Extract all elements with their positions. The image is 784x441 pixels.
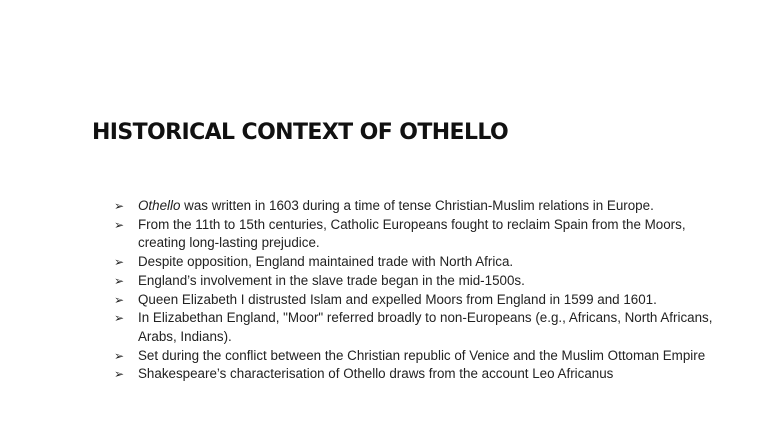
arrow-bullet-icon: ➢	[114, 292, 125, 307]
bullet-item	[114, 347, 714, 366]
bullet-item	[114, 197, 714, 216]
arrow-bullet-icon: ➢	[114, 348, 125, 363]
bullet-emphasis: Othello	[138, 198, 181, 213]
bullet-text: In Elizabethan England, "Moor" referred broadly to non-Europeans (e.g., Africans, North Africans, Arabs, Indians).	[138, 310, 713, 344]
arrow-bullet-icon: ➢	[114, 311, 125, 326]
bullet-text: Queen Elizabeth I distrusted Islam and expelled Moors from England in 1599 and 1601.	[138, 291, 657, 307]
bullet-text: Shakespeare’s characterisation of Othello draws from the account Leo Africanus	[138, 366, 614, 382]
bullet-item	[114, 216, 714, 253]
arrow-bullet-icon: ➢	[114, 199, 125, 213]
bullet-item	[114, 365, 714, 384]
bullet-item	[114, 272, 714, 291]
bullet-list	[114, 197, 714, 384]
bullet-item	[114, 291, 714, 310]
bullet-text: England’s involvement in the slave trade began in the mid-1500s.	[138, 272, 525, 288]
arrow-bullet-icon: ➢	[114, 217, 125, 232]
bullet-text: From the 11th to 15th centuries, Catholic Europeans fought to reclaim Spain from the Moors, creating long-lasting prejudice.	[138, 216, 686, 251]
slide-title: HISTORICAL CONTEXT OF OTHELLO	[92, 120, 509, 145]
bullet-text	[138, 197, 714, 216]
bullet-text: Set during the conflict between the Christian republic of Venice and the Muslim Ottoman Empire	[138, 347, 706, 363]
bullet-item	[114, 253, 714, 272]
arrow-bullet-icon: ➢	[114, 273, 125, 288]
arrow-bullet-icon: ➢	[114, 367, 125, 382]
arrow-bullet-icon: ➢	[114, 255, 125, 270]
bullet-text: Despite opposition, England maintained trade with North Africa.	[138, 254, 514, 270]
bullet-item	[114, 309, 714, 346]
bullet-body: was written in 1603 during a time of tense Christian-Muslim relations in Europe.	[180, 198, 654, 213]
